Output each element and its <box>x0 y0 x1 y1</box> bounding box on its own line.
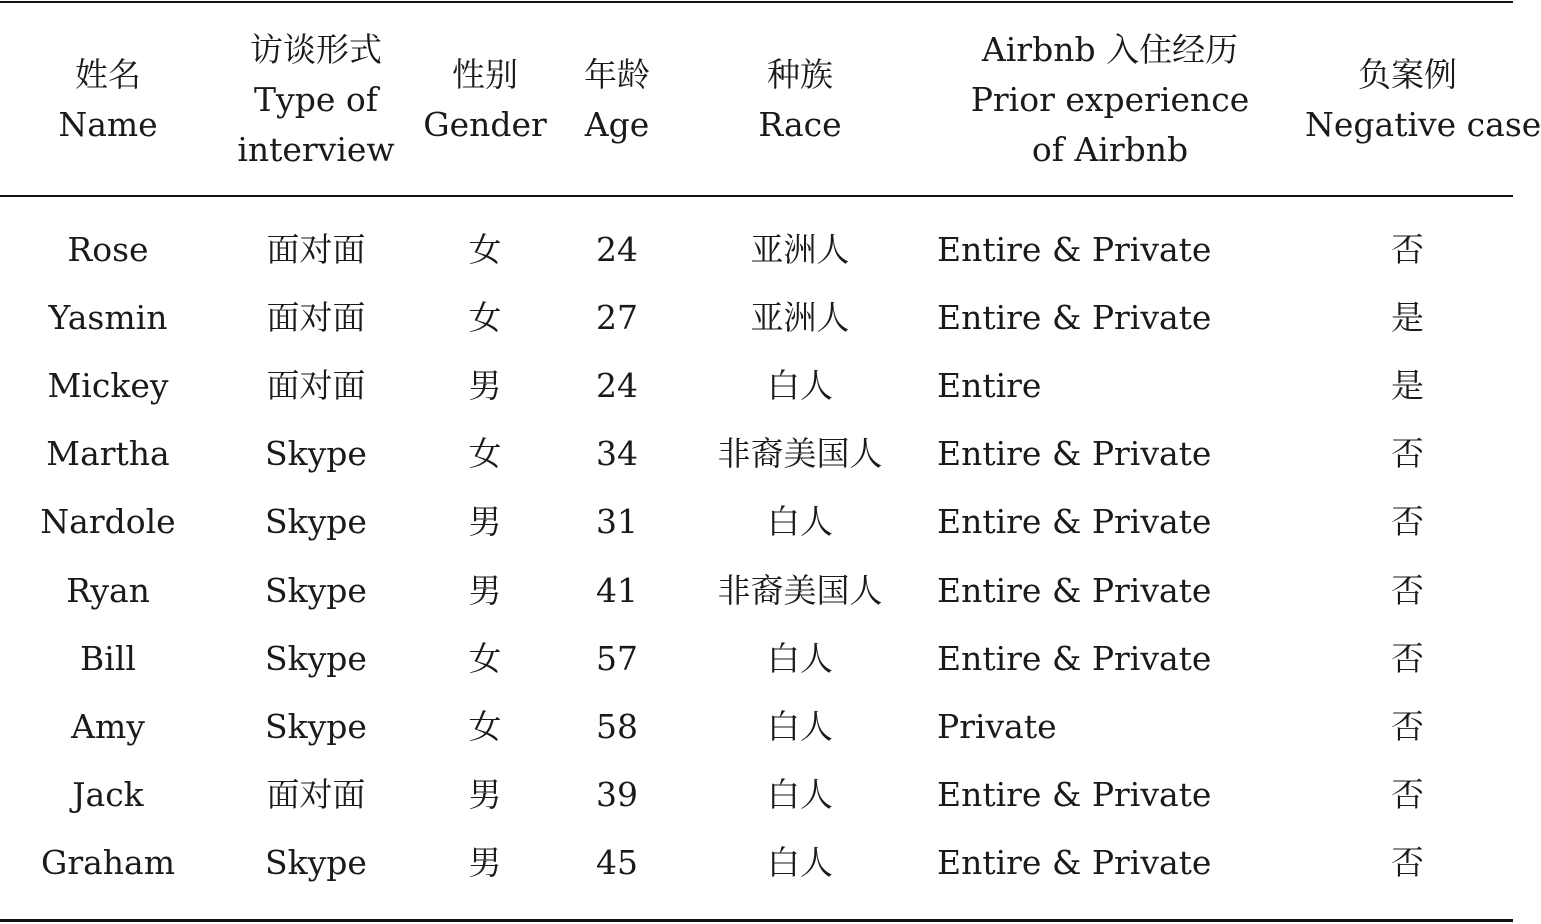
cell-negative: 否 <box>1391 502 1424 541</box>
cell-negative: 否 <box>1391 843 1424 882</box>
header-interview-type <box>226 25 406 175</box>
cell-name: Yasmin <box>48 298 168 337</box>
table-bottom-rule <box>0 919 1513 922</box>
header-experience-en-line1: Prior experience <box>970 80 1250 119</box>
cell-negative: 是 <box>1391 298 1424 337</box>
cell-type: 面对面 <box>266 366 366 405</box>
cell-race: 非裔美国人 <box>717 434 883 473</box>
cell-type: 面对面 <box>266 298 366 337</box>
cell-type: Skype <box>265 571 367 610</box>
cell-gender: 女 <box>468 230 502 269</box>
cell-race: 亚洲人 <box>750 230 850 269</box>
cell-experience: Entire & Private <box>937 775 1212 814</box>
cell-negative: 是 <box>1391 366 1424 405</box>
cell-experience: Entire & Private <box>937 639 1212 678</box>
cell-race: 白人 <box>767 843 833 882</box>
header-interview-type-en-line2: interview <box>237 130 395 169</box>
cell-gender: 男 <box>468 502 502 541</box>
cell-gender: 女 <box>468 298 502 337</box>
cell-age: 24 <box>596 366 638 405</box>
cell-race: 非裔美国人 <box>717 571 883 610</box>
cell-experience: Entire & Private <box>937 298 1212 337</box>
cell-race: 白人 <box>767 366 833 405</box>
cell-experience: Entire & Private <box>937 434 1212 473</box>
cell-gender: 女 <box>468 707 502 746</box>
cell-age: 58 <box>596 707 638 746</box>
header-name-cn: 姓名 <box>75 55 141 94</box>
header-age <box>567 50 667 150</box>
cell-type: 面对面 <box>266 775 366 814</box>
header-experience-en-line2: of Airbnb <box>1031 130 1189 169</box>
cell-age: 31 <box>596 502 638 541</box>
cell-age: 34 <box>596 434 638 473</box>
cell-type: Skype <box>265 707 367 746</box>
cell-name: Mickey <box>47 366 169 405</box>
cell-age: 39 <box>596 775 638 814</box>
cell-type: Skype <box>265 843 367 882</box>
cell-negative: 否 <box>1391 707 1424 746</box>
cell-race: 白人 <box>767 639 833 678</box>
cell-race: 亚洲人 <box>750 298 850 337</box>
cell-negative: 否 <box>1391 775 1424 814</box>
cell-gender: 女 <box>468 434 502 473</box>
cell-age: 41 <box>596 571 638 610</box>
header-race-en: Race <box>758 105 842 144</box>
header-experience <box>960 25 1260 175</box>
cell-name: Amy <box>71 707 145 746</box>
header-name <box>28 50 188 150</box>
cell-gender: 男 <box>468 843 502 882</box>
cell-age: 24 <box>596 230 638 269</box>
cell-age: 57 <box>596 639 638 678</box>
cell-negative: 否 <box>1391 230 1424 269</box>
cell-race: 白人 <box>767 775 833 814</box>
header-age-cn: 年龄 <box>584 55 650 94</box>
cell-experience: Entire <box>937 366 1042 405</box>
cell-name: Nardole <box>40 502 176 541</box>
cell-name: Bill <box>80 639 136 678</box>
header-gender <box>420 50 550 150</box>
cell-name: Jack <box>72 775 144 814</box>
header-race <box>700 50 900 150</box>
cell-gender: 男 <box>468 571 502 610</box>
header-interview-type-en-line1: Type of <box>254 80 378 119</box>
header-gender-cn: 性别 <box>452 55 518 94</box>
cell-age: 45 <box>596 843 638 882</box>
header-experience-cn: Airbnb 入住经历 <box>981 30 1239 69</box>
cell-negative: 否 <box>1391 639 1424 678</box>
cell-experience: Entire & Private <box>937 571 1212 610</box>
cell-name: Martha <box>46 434 170 473</box>
header-name-en: Name <box>58 105 158 144</box>
cell-experience: Private <box>937 707 1057 746</box>
header-negative-case-en: Negative case <box>1305 105 1541 144</box>
header-age-en: Age <box>584 105 650 144</box>
cell-experience: Entire & Private <box>937 843 1212 882</box>
cell-gender: 女 <box>468 639 502 678</box>
cell-type: Skype <box>265 502 367 541</box>
cell-name: Ryan <box>66 571 150 610</box>
cell-negative: 否 <box>1391 571 1424 610</box>
cell-age: 27 <box>596 298 638 337</box>
cell-negative: 否 <box>1391 434 1424 473</box>
cell-gender: 男 <box>468 775 502 814</box>
header-interview-type-cn: 访谈形式 <box>250 30 382 69</box>
header-negative-case-cn: 负案例 <box>1358 55 1457 94</box>
header-race-cn: 种族 <box>767 55 833 94</box>
cell-experience: Entire & Private <box>937 230 1212 269</box>
cell-race: 白人 <box>767 502 833 541</box>
table-top-rule <box>0 1 1513 3</box>
header-gender-en: Gender <box>423 105 547 144</box>
cell-name: Graham <box>40 843 176 882</box>
cell-race: 白人 <box>767 707 833 746</box>
cell-type: Skype <box>265 434 367 473</box>
table-header-rule <box>0 195 1513 197</box>
cell-name: Rose <box>67 230 149 269</box>
cell-gender: 男 <box>468 366 502 405</box>
header-negative-case <box>1305 50 1541 150</box>
cell-type: 面对面 <box>266 230 366 269</box>
cell-type: Skype <box>265 639 367 678</box>
cell-experience: Entire & Private <box>937 502 1212 541</box>
